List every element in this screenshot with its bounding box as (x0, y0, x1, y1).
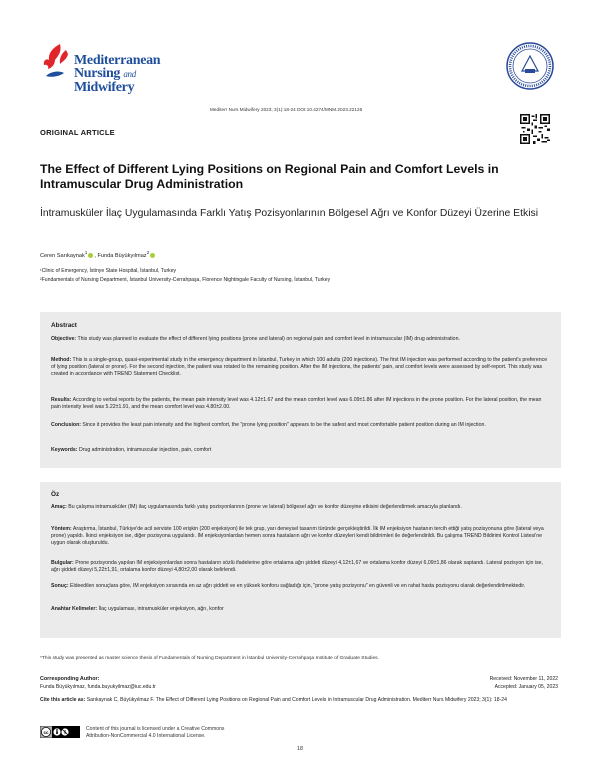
journal-name-line1: Mediterranean (74, 53, 161, 68)
cc-by-nc-license-icon[interactable] (40, 726, 80, 738)
oz-amac: Amaç: Bu çalışma intramusküler (IM) ilaç uygulamasında farklı yatış pozisyonlarının (prone ve lateral) bölgesel ağrı ve konfor düzeyine etkisini değerlendirmek amacıyla planlandı. (51, 504, 462, 510)
article-type-label: ORIGINAL ARTICLE (40, 128, 115, 137)
affiliation-1: ¹Clinic of Emergency, İstinye State Hospital, İstanbul, Turkey (40, 268, 177, 274)
oz-yontem: Yöntem: Araştırma, İstanbul, Türkiye'de acil serviste 100 erişkin (200 enjeksiyon) ile tek grup, yarı deneysel tasarım türünde gerçekleştirildi. İlk IM enjeksiyon hastanın tercih ettiği yatış pozisyonuna göre (lateral veya prone) yapıldı. İkinci enjeksiyon ise, diğer pozisyona uygulandı. IM enjeksiyonlardan hemen sonra hastaların ağrı ve konfor düzeyleri kendi bildirimleri ile değerlendirildi. Bu çalışma TREND Bildirimi Kontrol Listesi'ne uygun olarak oluşturuldu. (51, 526, 544, 546)
oz-box (40, 482, 561, 638)
author-1: Ceren Sarıkaynak (40, 252, 85, 259)
page-number: 18 (297, 746, 303, 752)
university-seal-icon (506, 42, 554, 90)
qr-code-icon (520, 114, 550, 144)
journal-name-line2: Nursing and (74, 66, 136, 81)
oz-heading: Öz (51, 491, 60, 498)
abstract-conclusion: Conclusion: Since it provides the least pain intensity and the highest comfort, the "prone lying position" appears to be the safest and most comfortable patient position during an IM injection. (51, 422, 486, 428)
footnote: *This study was presented as master science thesis of Fundamentals of Nursing Department in İstanbul University-Cerrahpaşa Institute of Graduate Studies. (40, 656, 379, 661)
orcid-icon[interactable] (88, 253, 93, 258)
cite-this-article: Cite this article as: Sarıkaynak C, Büyükyılmaz F. The Effect of Different Lying Positions on Regional Pain and Comfort Levels in Intramuscular Drug Administration. Mediterr Nurs Midwifery 2023; 3(1): 18-24 (40, 697, 507, 703)
article-title-english: The Effect of Different Lying Positions on Regional Pain and Comfort Levels in Intramuscular Drug Administration (40, 162, 499, 191)
corresponding-author-value[interactable]: Funda Büyükyılmaz, funda.buyukyilmaz@iuc.edu.tr (40, 684, 156, 690)
journal-name-line3: Midwifery (74, 80, 135, 95)
accepted-date: Accepted: January 05, 2023 (494, 684, 558, 690)
received-date: Received: November 11, 2022 (489, 676, 558, 682)
license-text: Content of this journal is licensed under a Creative Commons Attribution-NonCommercial 4.0 International License. (86, 726, 225, 739)
abstract-box (40, 312, 561, 468)
abstract-objective: Objective: This study was planned to evaluate the effect of different lying positions (prone and lateral) on regional pain and comfort level in intramuscular (IM) drug administration. (51, 336, 460, 342)
article-title-turkish: İntramusküler İlaç Uygulamasında Farklı Yatış Pozisyonlarının Bölgesel Ağrı ve Konfor Düzeyi Üzerine Etkisi (40, 208, 539, 219)
abstract-keywords: Keywords: Drug administration, intramuscular injection, pain, comfort (51, 447, 212, 453)
abstract-heading: Abstract (51, 322, 77, 329)
journal-citation-header: Mediterr Nurs Midwifery 2023; 3(1):18-24 DOI:10.4274/MNM.2023.22126 (210, 107, 363, 112)
oz-bulgular: Bulgular: Prone pozisyonda yapılan IM enjeksiyonlardan sonra hastaların sözlü ifadelerine göre ortalama ağrı şiddeti düzeyi 4,12±1,67 ve ortalama konfor düzeyi 6,09±1,86 olarak saptandı. Lateral pozisyon için ise, ağrı şiddeti düzeyi 5,22±1,91, ortalama konfor düzeyi 4,80±2,00 olarak belirlendi. (51, 560, 543, 573)
svg-text:cc: cc (43, 729, 49, 735)
abstract-method: Method: This is a single-group, quasi-experimental study in the emergency department in İstanbul, Turkey in which 100 adults (200 injections). The first IM injection was performed according to the patient's preference of lying position (lateral or prone). For the second injection, the patient was rotated to the remaining position. After the IM injections, the patients' pain, and comfort levels were assessed by self-report. This study was created in accordance with TREND Statement Checklist. (51, 357, 548, 377)
author-list: Ceren Sarıkaynak$^1$, Funda Büyükyılmaz$^2$ (40, 250, 156, 259)
orcid-icon[interactable] (150, 253, 155, 258)
abstract-results: Results: According to verbal reports by the patients, the mean pain intensity level was 4.12±1.67 and the mean comfort level was 6.09±1.86 after IM injections in the prone position. For the lateral position, the mean pain intensity level was 5.22±1.91, and the mean comfort level was 4.80±2.00. (51, 397, 542, 410)
affiliation-2: ²Fundamentals of Nursing Department, İstanbul University-Cerrahpaşa, Florence Nightingale Faculty of Nursing, İstanbul, Turkey (40, 277, 331, 283)
corresponding-author-label: Corresponding Author: (40, 676, 100, 682)
journal-logo (38, 40, 178, 102)
author-2: Funda Büyükyılmaz (97, 252, 147, 259)
oz-anahtar-kelimeler: Anahtar Kelimeler: İlaç uygulaması, intramusküler enjeksiyon, ağrı, konfor (51, 606, 224, 612)
logo-figure-icon (38, 40, 74, 100)
oz-sonuc: Sonuç: Eldeedilen sonuçlara göre, IM enjeksiyon sırasında en az ağrı şiddeti ve en yüksek konforu sağladığı için, "prone yatış pozisyonu" en güvenli ve en rahat hasta pozisyonu olarak değerlendirilmektedir. (51, 583, 526, 589)
